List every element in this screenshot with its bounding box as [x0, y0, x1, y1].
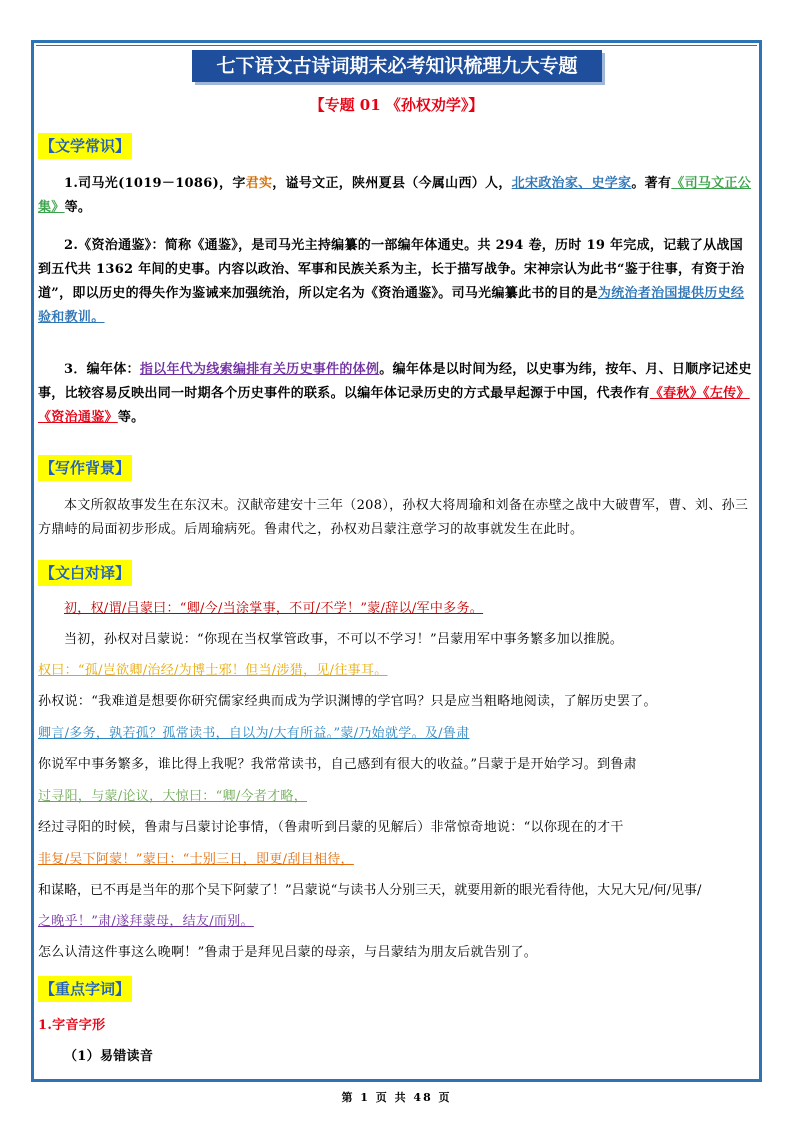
original-line-3: 卿言/多务，孰若孤？孤常读书，自以为/大有所益。”蒙/乃始就学。及/鲁肃: [38, 726, 470, 741]
lit-representative-works: 《春秋》《左传》《资治通鉴》: [38, 386, 750, 425]
section-heading-background: 【写作背景】: [38, 455, 132, 481]
literary-paragraph-1: [38, 172, 756, 220]
original-line-4: 过寻阳，与蒙/论议，大惊曰：“卿/今者才略，: [38, 789, 308, 804]
lit-works: 《司马文正公集》: [38, 176, 752, 215]
literary-paragraph-3: [38, 358, 756, 430]
original-line-5: 非复/吴下阿蒙！”蒙曰：“士别三日，即更/刮目相待，: [38, 852, 354, 867]
original-line-1: 初，权/谓/吕蒙曰：“卿/今/当涂掌事，不可/不学！”蒙/辞以/军中多务。: [64, 601, 484, 616]
lit-text: ，谥号文正，陕州夏县（今属山西）人，: [272, 176, 512, 191]
section-heading-literary: 【文学常识】: [38, 133, 132, 159]
lit-definition: 指以年代为线索编排有关历史事件的体例: [139, 362, 380, 377]
translation-line-6: 怎么认清这件事这么晚啊！”鲁肃于是拜见吕蒙的母亲，与吕蒙结为朋友后就告别了。: [38, 945, 538, 960]
lit-text: 3．编年体：: [64, 362, 140, 377]
keywords-subheading: 1.字音字形: [38, 1018, 106, 1033]
literary-paragraph-2: [38, 234, 756, 330]
lit-identity: 北宋政治家、史学家: [511, 176, 632, 191]
translation-line-3: 你说军中事务繁多，谁比得上我呢？我常常读书，自己感到有很大的收益。”吕蒙于是开始学习。到鲁肃: [38, 757, 637, 772]
original-line-2: 权曰：“孤/岂欲卿/治经/为博士邪！但当/涉猎，见/往事耳。: [38, 663, 388, 678]
original-line-6: 之晚乎！”肃/遂拜蒙母，结友/而别。: [38, 914, 254, 929]
top-rule: [36, 45, 757, 46]
lit-courtesy-name: 君实: [245, 176, 273, 191]
page-number: 第 1 页 共 48 页: [341, 1091, 452, 1104]
keywords-item: （1）易错读音: [64, 1049, 154, 1064]
translation-line-4: 经过寻阳的时候，鲁肃与吕蒙讨论事情，（鲁肃听到吕蒙的见解后）非常惊奇地说：“以你现在的才干: [38, 820, 624, 835]
topic-subtitle: 【专题 01 《孙权劝学》】: [309, 96, 484, 114]
lit-text: 等。: [64, 200, 92, 215]
lit-text: 。著有: [631, 176, 672, 191]
background-paragraph: 本文所叙故事发生在东汉末。汉献帝建安十三年（208），孙权大将周瑜和刘备在赤壁之战中大破曹军，曹、刘、孙三方鼎峙的局面初步形成。后周瑜病死。鲁肃代之，孙权劝吕蒙注意学习的故事就发生在此时。: [38, 498, 749, 537]
lit-text: 。编年体是以时间为经，以史事为纬，按年、月、日顺序记述史事，比较容易反映出同一时期各个历史事件的联系。以编年体记录历史的方式最早起源于中国，代表作有: [38, 362, 752, 401]
page-title: 七下语文古诗词期末必考知识梳理九大专题: [192, 50, 602, 82]
translation-line-2: 孙权说：“我难道是想要你研究儒家经典而成为学识渊博的学官吗？只是应当粗略地阅读，了解历史罢了。: [38, 694, 657, 709]
lit-text: 等。: [117, 410, 145, 425]
translation-line-1: 当初，孙权对吕蒙说：“你现在当权掌管政事，不可以不学习！”吕蒙用军中事务繁多加以推脱。: [64, 632, 624, 647]
section-heading-translation: 【文白对译】: [38, 560, 132, 586]
lit-text: 1.司马光(1019－1086)，字: [64, 176, 246, 191]
lit-text: 2.《资治通鉴》：简称《通鉴》，是司马光主持编纂的一部编年体通史。共 294 卷，历时 19 年完成，记载了从战国到五代共 1362 年间的史事。内容以政治、军事和民族关系为主，长于描写战争。宋神宗认为此书“鉴于往事，有资于治道”，即以历史的得失作为鉴诫来加强统治，所以定名为《资治通鉴》。司马光编纂此书的目的是: [38, 238, 745, 301]
translation-line-5: 和谋略，已不再是当年的那个吴下阿蒙了！”吕蒙说“与读书人分别三天，就要用新的眼光看待他，大兄大兄/何/见事/: [38, 883, 702, 898]
section-heading-keywords: 【重点字词】: [38, 976, 132, 1002]
lit-purpose: 为统治者治国提供历史经验和教训。: [38, 286, 745, 325]
